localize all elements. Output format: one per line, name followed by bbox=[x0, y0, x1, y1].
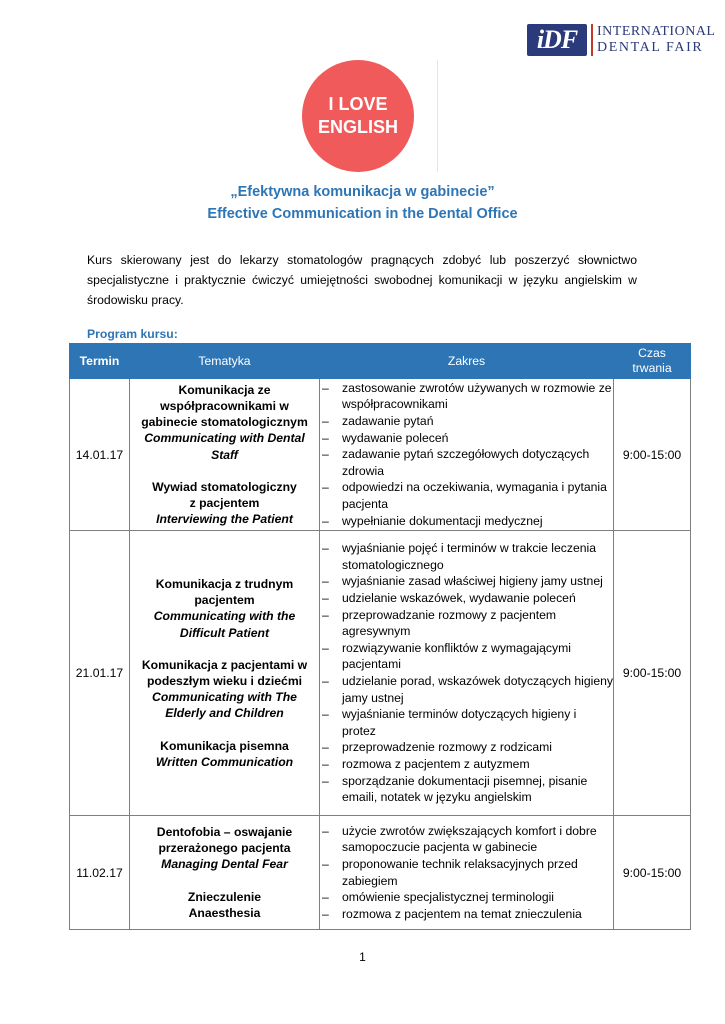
list-item: – wyjaśnianie terminów dotyczących higieny i protez bbox=[320, 706, 613, 739]
program-table bbox=[69, 343, 691, 930]
idf-logo bbox=[527, 22, 716, 58]
row-scope bbox=[320, 379, 614, 531]
row-topics bbox=[130, 379, 320, 531]
list-item: – przeprowadzanie rozmowy z pacjentem agresywnym bbox=[320, 607, 613, 640]
page-title-english: Effective Communication in the Dental Office bbox=[207, 206, 518, 222]
row-scope bbox=[320, 816, 614, 930]
table-header-row bbox=[70, 344, 691, 379]
list-item: – wyjaśnianie pojęć i terminów w trakcie leczenia stomatologicznego bbox=[320, 540, 613, 573]
logo-divider bbox=[591, 24, 593, 56]
badge-divider bbox=[437, 60, 438, 172]
list-item: – zastosowanie zwrotów używanych w rozmowie ze współpracownikami bbox=[320, 380, 613, 413]
intro-paragraph: Kurs skierowany jest do lekarzy stomatologów pragnących zdobyć lub poszerzyć słownictwo specjalistyczne i praktycznie ćwiczyć umiejętności swobodnej komunikacji w języku angielskim w środowisku pracy. bbox=[87, 253, 637, 307]
list-item: – sporządzanie dokumentacji pisemnej, pisanie emaili, notatek w języku angielskim bbox=[320, 773, 613, 806]
row-topics bbox=[130, 531, 320, 816]
topic-pl: Komunikacja pisemna bbox=[160, 738, 289, 753]
list-item: – udzielanie wskazówek, wydawanie poleceń bbox=[320, 590, 613, 607]
list-item: – rozmowa z pacjentem z autyzmem bbox=[320, 756, 613, 773]
list-item: – zadawanie pytań bbox=[320, 413, 613, 430]
page-number: 1 bbox=[359, 950, 366, 964]
list-item: – odpowiedzi na oczekiwania, wymagania i pytania pacjenta bbox=[320, 479, 613, 512]
list-item: – rozwiązywanie konfliktów z wymagającymi pacjentami bbox=[320, 640, 613, 673]
table-row bbox=[70, 816, 691, 930]
list-item: – wyjaśnianie zasad właściwej higieny jamy ustnej bbox=[320, 573, 613, 590]
header-tematyka: Tematyka bbox=[130, 344, 320, 379]
list-item: – omówienie specjalistycznej terminologii bbox=[320, 889, 613, 906]
row-date: 14.01.17 bbox=[70, 379, 130, 531]
topic-pl: Komunikacja z pacjentami w podeszłym wieku i dziećmi bbox=[141, 657, 308, 688]
list-item: – rozmowa z pacjentem na temat znieczulenia bbox=[320, 906, 613, 923]
program-label: Program kursu: bbox=[87, 327, 178, 341]
topic-pl: Wywiad stomatologiczny z pacjentem bbox=[152, 479, 297, 510]
list-item: – użycie zwrotów zwiększających komfort i dobre samopoczucie pacjenta w gabinecie bbox=[320, 823, 613, 856]
row-scope bbox=[320, 531, 614, 816]
i-love-english-badge bbox=[302, 60, 414, 172]
topic-en: Anaesthesia bbox=[188, 905, 261, 920]
topic-pl: Dentofobia – oswajanie przerażonego pacjenta bbox=[156, 824, 293, 856]
header-czas-line2: trwania bbox=[632, 361, 672, 375]
row-time: 9:00-15:00 bbox=[614, 531, 691, 816]
row-time: 9:00-15:00 bbox=[614, 379, 691, 531]
table-row bbox=[70, 531, 691, 816]
header-czas bbox=[614, 344, 691, 379]
topic-pl: Komunikacja z trudnym pacjentem bbox=[155, 576, 294, 608]
topic-en: Communicating with The Elderly and Children bbox=[152, 690, 297, 721]
topic-en: Managing Dental Fear bbox=[161, 857, 288, 872]
idf-logo-mark: iDF bbox=[527, 24, 587, 56]
list-item: – wypełnianie dokumentacji medycznej bbox=[320, 513, 613, 530]
topic-en: Communicating with Dental Staff bbox=[144, 431, 305, 462]
badge-line1: I LOVE bbox=[328, 94, 388, 114]
page-title-polish: „Efektywna komunikacja w gabinecie” bbox=[230, 184, 495, 200]
list-item: – udzielanie porad, wskazówek dotyczących higieny jamy ustnej bbox=[320, 673, 613, 706]
topic-pl: Znieczulenie bbox=[187, 889, 262, 904]
list-item: – wydawanie poleceń bbox=[320, 430, 613, 447]
header-termin: Termin bbox=[70, 344, 130, 379]
topic-pl: Komunikacja ze współpracownikami w gabinecie stomatologicznym bbox=[141, 382, 308, 430]
header-czas-line1: Czas bbox=[638, 346, 666, 360]
topic-en: Interviewing the Patient bbox=[156, 512, 293, 527]
topic-en: Written Communication bbox=[155, 754, 294, 769]
row-topics bbox=[130, 816, 320, 930]
list-item: – zadawanie pytań szczegółowych dotyczących zdrowia bbox=[320, 446, 613, 479]
list-item: – przeprowadzenie rozmowy z rodzicami bbox=[320, 739, 613, 756]
list-item: – proponowanie technik relaksacyjnych przed zabiegiem bbox=[320, 856, 613, 889]
topic-en: Communicating with the Difficult Patient bbox=[153, 609, 296, 640]
badge-line2: ENGLISH bbox=[317, 117, 398, 137]
logo-text-line1: INTERNATIONAL bbox=[597, 24, 716, 39]
row-date: 11.02.17 bbox=[70, 816, 130, 930]
header-zakres: Zakres bbox=[320, 344, 614, 379]
table-row bbox=[70, 379, 691, 531]
logo-text-line2: DENTAL FAIR bbox=[597, 40, 704, 55]
row-date: 21.01.17 bbox=[70, 531, 130, 816]
row-time: 9:00-15:00 bbox=[614, 816, 691, 930]
